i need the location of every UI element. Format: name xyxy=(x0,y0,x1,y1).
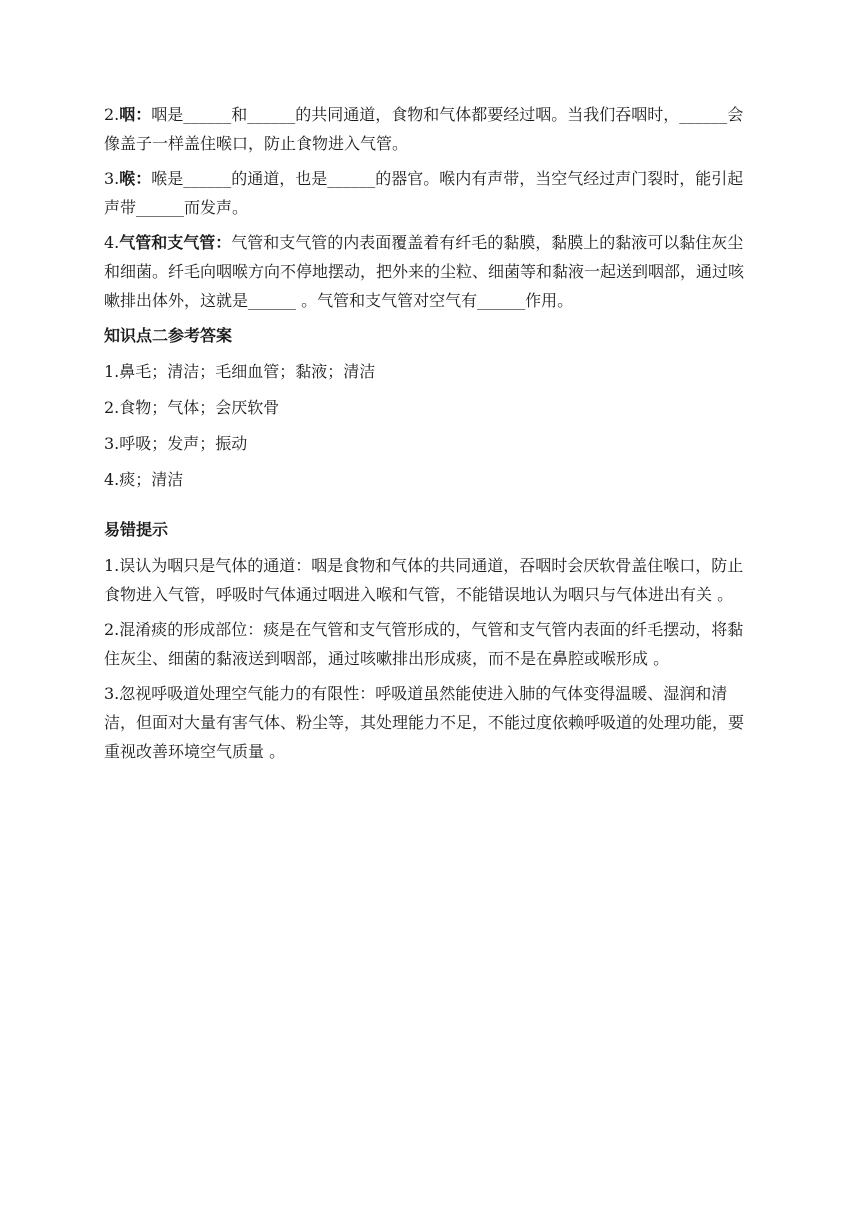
item-text: 气管和支气管的内表面覆盖着有纤毛的黏膜，黏膜上的黏液可以黏住灰尘和细菌。纤毛向咽喉方向不停地摆动，把外来的尘粒、细菌等和黏液一起送到咽部，通过咳嗽排出体外，这就是______ 。气管和支气管对空气有______作用。 xyxy=(104,233,745,310)
tip-item: 3.忽视呼吸道处理空气能力的有限性：呼吸道虽然能使进入肺的气体变得温暖、湿润和清洁，但面对大量有害气体、粉尘等，其处理能力不足，不能过度依赖呼吸道的处理功能，要重视改善环境空气质量 。 xyxy=(104,684,745,761)
answer-item: 4.痰；清洁 xyxy=(104,470,184,489)
answers-heading: 知识点二参考答案 xyxy=(104,326,233,345)
answer-item: 1.鼻毛；清洁；毛细血管；黏液；清洁 xyxy=(104,362,376,381)
item-number: 4. xyxy=(104,233,120,252)
term-label: 喉： xyxy=(119,169,152,188)
item-text: 咽是______和______的共同通道，食物和气体都要经过咽。当我们吞咽时，______会像盖子一样盖住喉口，防止食物进入气管。 xyxy=(104,105,744,153)
item-number: 2. xyxy=(104,105,120,124)
answer-item: 2.食物；气体；会厌软骨 xyxy=(104,398,280,417)
answer-item: 3.呼吸；发声；振动 xyxy=(104,434,248,453)
tip-item: 2.混淆痰的形成部位：痰是在气管和支气管形成的，气管和支气管内表面的纤毛摆动，将黏住灰尘、细菌的黏液送到咽部，通过咳嗽排出形成痰，而不是在鼻腔或喉形成 。 xyxy=(104,620,744,668)
term-label: 气管和支气管： xyxy=(119,233,232,252)
term-label: 咽： xyxy=(119,105,152,124)
document-content xyxy=(104,100,754,772)
larynx-paragraph xyxy=(104,164,754,222)
tips-heading: 易错提示 xyxy=(104,520,169,539)
trachea-paragraph xyxy=(104,228,754,315)
item-text: 喉是______的通道，也是______的器官。喉内有声带，当空气经过声门裂时，能引起声带______而发声。 xyxy=(104,169,744,217)
item-number: 3. xyxy=(104,169,120,188)
tip-item: 1.误认为咽只是气体的通道：咽是食物和气体的共同通道，吞咽时会厌软骨盖住喉口，防止食物进入气管，呼吸时气体通过咽进入喉和气管，不能错误地认为咽只与气体进出有关 。 xyxy=(104,556,744,604)
pharynx-paragraph xyxy=(104,100,754,158)
section-spacer xyxy=(104,501,754,515)
